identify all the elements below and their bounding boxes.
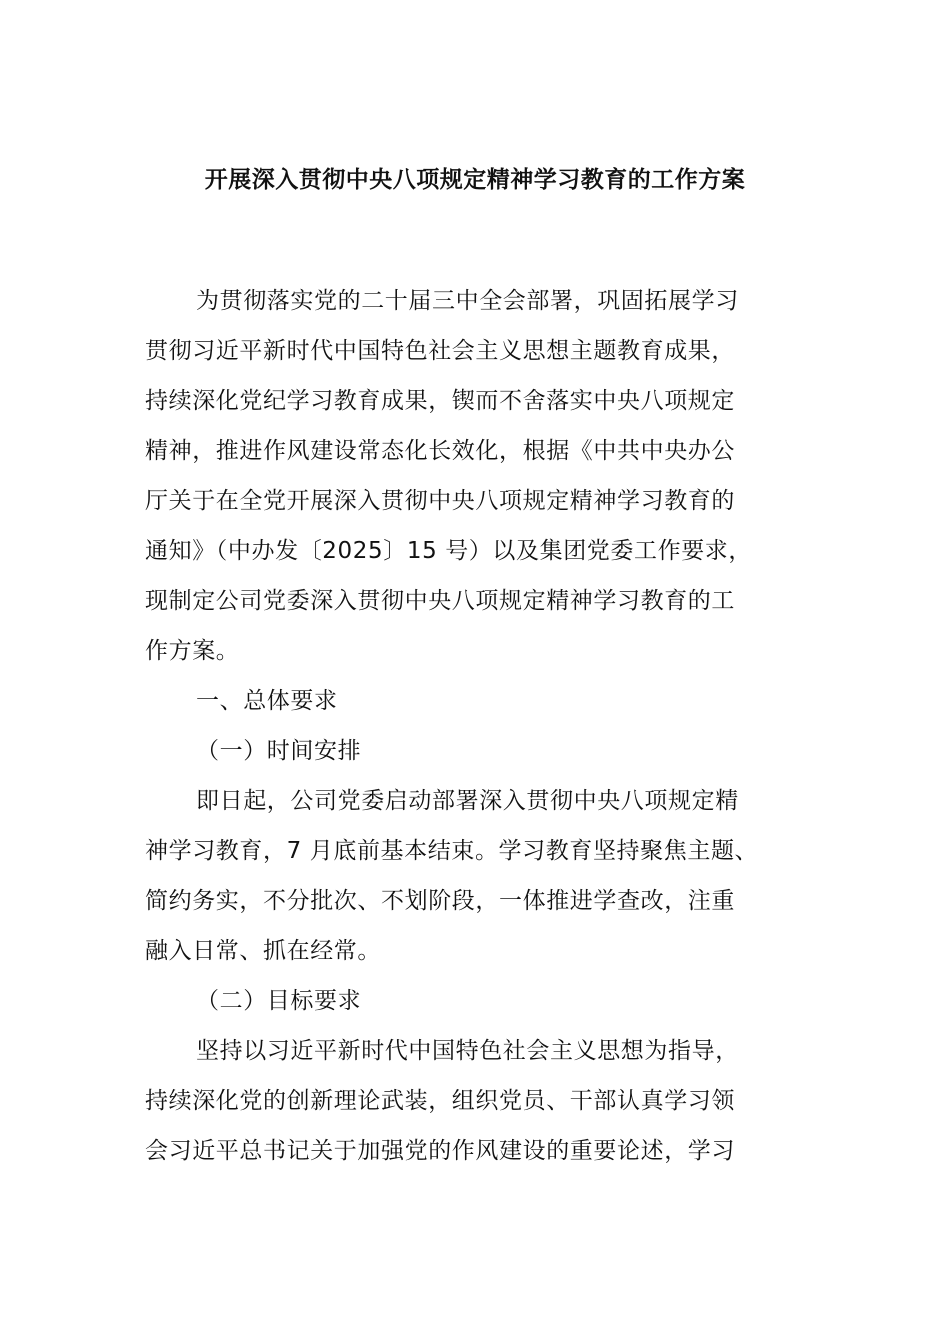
- section-heading: 一、总体要求: [196, 688, 338, 714]
- body-line: 即日起，公司党委启动部署深入贯彻中央八项规定精: [196, 788, 739, 814]
- subsection-heading: （一）时间安排: [196, 738, 362, 764]
- body-line: 融入日常、抓在经常。: [145, 938, 381, 964]
- subsection-heading: （二）目标要求: [196, 988, 362, 1014]
- body-line: 现制定公司党委深入贯彻中央八项规定精神学习教育的工: [145, 588, 735, 614]
- document-title: 开展深入贯彻中央八项规定精神学习教育的工作方案: [204, 167, 746, 193]
- body-line: 作方案。: [145, 638, 240, 664]
- body-line: 持续深化党纪学习教育成果，锲而不舍落实中央八项规定: [145, 388, 735, 414]
- body-line: 简约务实，不分批次、不划阶段，一体推进学查改，注重: [145, 888, 735, 914]
- body-line: 精神，推进作风建设常态化长效化，根据《中共中央办公: [145, 438, 735, 464]
- body-line: 会习近平总书记关于加强党的作风建设的重要论述，学习: [145, 1138, 735, 1164]
- body-line: 通知》（中办发〔2025〕15 号）以及集团党委工作要求，: [145, 538, 753, 564]
- body-line: 厅关于在全党开展深入贯彻中央八项规定精神学习教育的: [145, 488, 735, 514]
- body-line: 坚持以习近平新时代中国特色社会主义思想为指导，: [196, 1038, 739, 1064]
- body-line: 贯彻习近平新时代中国特色社会主义思想主题教育成果，: [145, 338, 735, 364]
- body-line: 为贯彻落实党的二十届三中全会部署，巩固拓展学习: [196, 288, 739, 314]
- body-line: 神学习教育，7 月底前基本结束。学习教育坚持聚焦主题、: [145, 838, 759, 864]
- body-line: 持续深化党的创新理论武装，组织党员、干部认真学习领: [145, 1088, 735, 1114]
